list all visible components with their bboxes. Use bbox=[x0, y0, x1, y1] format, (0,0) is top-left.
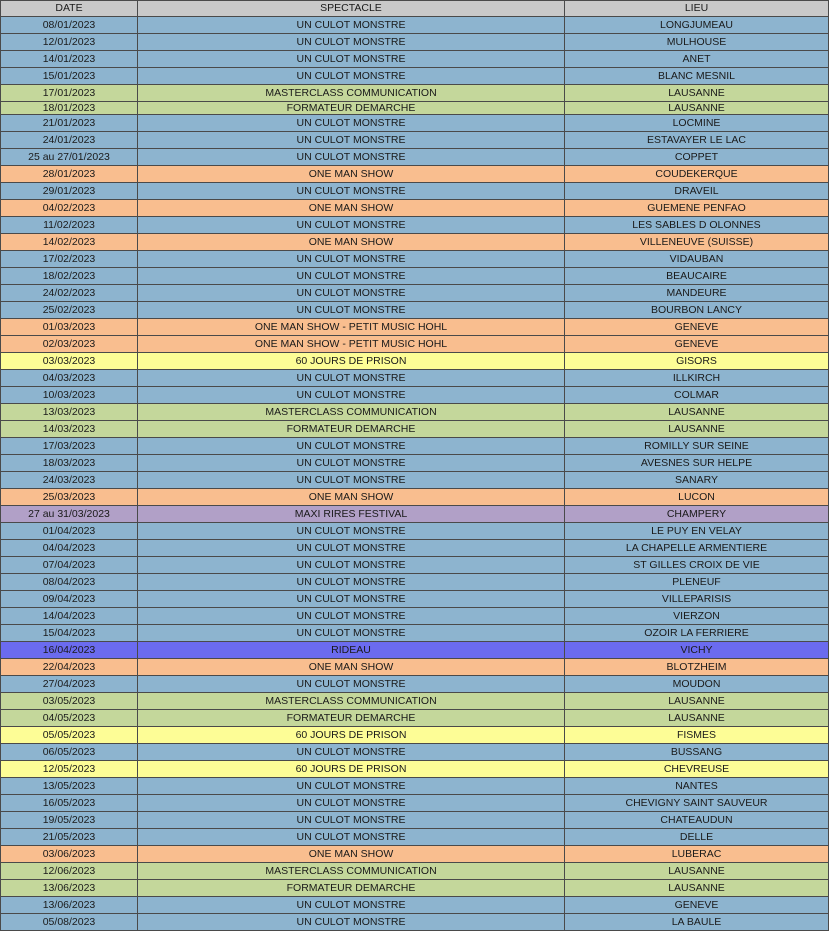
cell-venue: VIERZON bbox=[565, 608, 829, 625]
cell-venue: DRAVEIL bbox=[565, 183, 829, 200]
cell-venue: CHEVREUSE bbox=[565, 761, 829, 778]
cell-date: 18/03/2023 bbox=[1, 455, 138, 472]
cell-show: 60 JOURS DE PRISON bbox=[138, 727, 565, 744]
cell-venue: CHEVIGNY SAINT SAUVEUR bbox=[565, 795, 829, 812]
cell-date: 17/03/2023 bbox=[1, 438, 138, 455]
header-venue: LIEU bbox=[565, 1, 829, 17]
cell-venue: VILLEPARISIS bbox=[565, 591, 829, 608]
cell-show: ONE MAN SHOW bbox=[138, 489, 565, 506]
cell-show: 60 JOURS DE PRISON bbox=[138, 353, 565, 370]
cell-date: 24/02/2023 bbox=[1, 285, 138, 302]
table-header bbox=[1, 1, 829, 17]
cell-venue: DELLE bbox=[565, 829, 829, 846]
cell-show: FORMATEUR DEMARCHE bbox=[138, 880, 565, 897]
cell-date: 06/05/2023 bbox=[1, 744, 138, 761]
cell-date: 05/08/2023 bbox=[1, 914, 138, 931]
cell-show: FORMATEUR DEMARCHE bbox=[138, 102, 565, 115]
table-row bbox=[1, 523, 829, 540]
cell-venue: LAUSANNE bbox=[565, 421, 829, 438]
cell-show: UN CULOT MONSTRE bbox=[138, 557, 565, 574]
cell-show: UN CULOT MONSTRE bbox=[138, 472, 565, 489]
cell-show: UN CULOT MONSTRE bbox=[138, 268, 565, 285]
cell-venue: LE PUY EN VELAY bbox=[565, 523, 829, 540]
cell-date: 04/04/2023 bbox=[1, 540, 138, 557]
cell-date: 08/01/2023 bbox=[1, 17, 138, 34]
table-row bbox=[1, 302, 829, 319]
cell-venue: OZOIR LA FERRIERE bbox=[565, 625, 829, 642]
cell-venue: VICHY bbox=[565, 642, 829, 659]
table-row bbox=[1, 51, 829, 68]
cell-date: 14/02/2023 bbox=[1, 234, 138, 251]
cell-show: UN CULOT MONSTRE bbox=[138, 540, 565, 557]
cell-venue: VILLENEUVE (SUISSE) bbox=[565, 234, 829, 251]
cell-venue: ILLKIRCH bbox=[565, 370, 829, 387]
cell-date: 03/03/2023 bbox=[1, 353, 138, 370]
cell-venue: ROMILLY SUR SEINE bbox=[565, 438, 829, 455]
table-row bbox=[1, 132, 829, 149]
cell-show: UN CULOT MONSTRE bbox=[138, 68, 565, 85]
cell-show: ONE MAN SHOW bbox=[138, 234, 565, 251]
table-row bbox=[1, 625, 829, 642]
cell-venue: GUEMENE PENFAO bbox=[565, 200, 829, 217]
table-row bbox=[1, 591, 829, 608]
cell-date: 04/02/2023 bbox=[1, 200, 138, 217]
cell-show: UN CULOT MONSTRE bbox=[138, 115, 565, 132]
cell-date: 18/02/2023 bbox=[1, 268, 138, 285]
cell-venue: LAUSANNE bbox=[565, 863, 829, 880]
cell-venue: LES SABLES D OLONNES bbox=[565, 217, 829, 234]
cell-show: RIDEAU bbox=[138, 642, 565, 659]
table-row bbox=[1, 659, 829, 676]
table-row bbox=[1, 489, 829, 506]
table-row bbox=[1, 710, 829, 727]
cell-show: ONE MAN SHOW bbox=[138, 166, 565, 183]
table-row bbox=[1, 421, 829, 438]
cell-date: 14/04/2023 bbox=[1, 608, 138, 625]
cell-show: UN CULOT MONSTRE bbox=[138, 829, 565, 846]
table-row bbox=[1, 727, 829, 744]
cell-venue: BOURBON LANCY bbox=[565, 302, 829, 319]
table-row bbox=[1, 829, 829, 846]
cell-date: 21/01/2023 bbox=[1, 115, 138, 132]
cell-show: UN CULOT MONSTRE bbox=[138, 285, 565, 302]
cell-show: ONE MAN SHOW - PETIT MUSIC HOHL bbox=[138, 319, 565, 336]
cell-show: MASTERCLASS COMMUNICATION bbox=[138, 863, 565, 880]
cell-date: 08/04/2023 bbox=[1, 574, 138, 591]
cell-show: UN CULOT MONSTRE bbox=[138, 914, 565, 931]
table-row bbox=[1, 68, 829, 85]
table-row bbox=[1, 642, 829, 659]
cell-venue: BUSSANG bbox=[565, 744, 829, 761]
table-row bbox=[1, 574, 829, 591]
cell-date: 25/02/2023 bbox=[1, 302, 138, 319]
cell-venue: COLMAR bbox=[565, 387, 829, 404]
cell-venue: LA CHAPELLE ARMENTIERE bbox=[565, 540, 829, 557]
cell-date: 24/01/2023 bbox=[1, 132, 138, 149]
cell-venue: BEAUCAIRE bbox=[565, 268, 829, 285]
cell-venue: GENEVE bbox=[565, 897, 829, 914]
cell-date: 17/02/2023 bbox=[1, 251, 138, 268]
table-row bbox=[1, 217, 829, 234]
cell-venue: LAUSANNE bbox=[565, 693, 829, 710]
cell-show: UN CULOT MONSTRE bbox=[138, 438, 565, 455]
cell-venue: ESTAVAYER LE LAC bbox=[565, 132, 829, 149]
cell-show: MASTERCLASS COMMUNICATION bbox=[138, 85, 565, 102]
cell-show: UN CULOT MONSTRE bbox=[138, 51, 565, 68]
cell-venue: LAUSANNE bbox=[565, 102, 829, 115]
cell-show: UN CULOT MONSTRE bbox=[138, 795, 565, 812]
cell-venue: LOCMINE bbox=[565, 115, 829, 132]
table-row bbox=[1, 846, 829, 863]
table-row bbox=[1, 268, 829, 285]
cell-venue: COPPET bbox=[565, 149, 829, 166]
cell-date: 22/04/2023 bbox=[1, 659, 138, 676]
table-row bbox=[1, 880, 829, 897]
cell-date: 13/06/2023 bbox=[1, 880, 138, 897]
table-row bbox=[1, 761, 829, 778]
cell-venue: VIDAUBAN bbox=[565, 251, 829, 268]
cell-show: UN CULOT MONSTRE bbox=[138, 149, 565, 166]
table-body bbox=[1, 17, 829, 931]
cell-venue: LA BAULE bbox=[565, 914, 829, 931]
cell-show: UN CULOT MONSTRE bbox=[138, 302, 565, 319]
cell-date: 19/05/2023 bbox=[1, 812, 138, 829]
table-row bbox=[1, 812, 829, 829]
cell-show: UN CULOT MONSTRE bbox=[138, 34, 565, 51]
cell-date: 02/03/2023 bbox=[1, 336, 138, 353]
cell-date: 24/03/2023 bbox=[1, 472, 138, 489]
cell-date: 03/05/2023 bbox=[1, 693, 138, 710]
cell-venue: GENEVE bbox=[565, 336, 829, 353]
cell-date: 09/04/2023 bbox=[1, 591, 138, 608]
table-row bbox=[1, 234, 829, 251]
table-row bbox=[1, 540, 829, 557]
table-row bbox=[1, 285, 829, 302]
cell-date: 04/03/2023 bbox=[1, 370, 138, 387]
cell-venue: GENEVE bbox=[565, 319, 829, 336]
table-row bbox=[1, 353, 829, 370]
table-row bbox=[1, 183, 829, 200]
table-row bbox=[1, 200, 829, 217]
cell-date: 14/03/2023 bbox=[1, 421, 138, 438]
cell-date: 29/01/2023 bbox=[1, 183, 138, 200]
cell-date: 13/06/2023 bbox=[1, 897, 138, 914]
cell-show: FORMATEUR DEMARCHE bbox=[138, 421, 565, 438]
cell-date: 01/04/2023 bbox=[1, 523, 138, 540]
table-row bbox=[1, 115, 829, 132]
cell-show: UN CULOT MONSTRE bbox=[138, 217, 565, 234]
table-row bbox=[1, 455, 829, 472]
cell-show: ONE MAN SHOW bbox=[138, 659, 565, 676]
cell-date: 28/01/2023 bbox=[1, 166, 138, 183]
cell-show: MASTERCLASS COMMUNICATION bbox=[138, 404, 565, 421]
cell-date: 15/04/2023 bbox=[1, 625, 138, 642]
table-row bbox=[1, 795, 829, 812]
cell-date: 27/04/2023 bbox=[1, 676, 138, 693]
cell-show: UN CULOT MONSTRE bbox=[138, 591, 565, 608]
cell-show: UN CULOT MONSTRE bbox=[138, 387, 565, 404]
cell-show: MASTERCLASS COMMUNICATION bbox=[138, 693, 565, 710]
cell-date: 17/01/2023 bbox=[1, 85, 138, 102]
cell-venue: ANET bbox=[565, 51, 829, 68]
table-row bbox=[1, 336, 829, 353]
cell-date: 03/06/2023 bbox=[1, 846, 138, 863]
cell-venue: LAUSANNE bbox=[565, 880, 829, 897]
table-row bbox=[1, 404, 829, 421]
cell-show: FORMATEUR DEMARCHE bbox=[138, 710, 565, 727]
cell-date: 12/05/2023 bbox=[1, 761, 138, 778]
cell-date: 13/05/2023 bbox=[1, 778, 138, 795]
cell-show: UN CULOT MONSTRE bbox=[138, 625, 565, 642]
cell-venue: MOUDON bbox=[565, 676, 829, 693]
cell-date: 12/06/2023 bbox=[1, 863, 138, 880]
cell-venue: BLANC MESNIL bbox=[565, 68, 829, 85]
cell-show: UN CULOT MONSTRE bbox=[138, 370, 565, 387]
table-row bbox=[1, 370, 829, 387]
cell-show: UN CULOT MONSTRE bbox=[138, 455, 565, 472]
table-row bbox=[1, 863, 829, 880]
table-row bbox=[1, 676, 829, 693]
table-row bbox=[1, 85, 829, 102]
cell-date: 21/05/2023 bbox=[1, 829, 138, 846]
table-row bbox=[1, 778, 829, 795]
cell-show: UN CULOT MONSTRE bbox=[138, 676, 565, 693]
table-row bbox=[1, 438, 829, 455]
table-row bbox=[1, 102, 829, 115]
table-row bbox=[1, 914, 829, 931]
cell-date: 14/01/2023 bbox=[1, 51, 138, 68]
cell-date: 01/03/2023 bbox=[1, 319, 138, 336]
table-row bbox=[1, 897, 829, 914]
cell-venue: LUBERAC bbox=[565, 846, 829, 863]
cell-venue: COUDEKERQUE bbox=[565, 166, 829, 183]
cell-venue: SANARY bbox=[565, 472, 829, 489]
cell-show: UN CULOT MONSTRE bbox=[138, 897, 565, 914]
cell-venue: CHAMPERY bbox=[565, 506, 829, 523]
table-row bbox=[1, 608, 829, 625]
table-row bbox=[1, 251, 829, 268]
cell-date: 25 au 27/01/2023 bbox=[1, 149, 138, 166]
cell-date: 07/04/2023 bbox=[1, 557, 138, 574]
table-row bbox=[1, 693, 829, 710]
cell-date: 11/02/2023 bbox=[1, 217, 138, 234]
cell-date: 13/03/2023 bbox=[1, 404, 138, 421]
cell-venue: CHATEAUDUN bbox=[565, 812, 829, 829]
cell-date: 15/01/2023 bbox=[1, 68, 138, 85]
cell-date: 10/03/2023 bbox=[1, 387, 138, 404]
cell-date: 12/01/2023 bbox=[1, 34, 138, 51]
cell-venue: BLOTZHEIM bbox=[565, 659, 829, 676]
cell-show: UN CULOT MONSTRE bbox=[138, 574, 565, 591]
cell-venue: LONGJUMEAU bbox=[565, 17, 829, 34]
cell-show: ONE MAN SHOW - PETIT MUSIC HOHL bbox=[138, 336, 565, 353]
cell-venue: LAUSANNE bbox=[565, 85, 829, 102]
cell-date: 18/01/2023 bbox=[1, 102, 138, 115]
cell-date: 16/04/2023 bbox=[1, 642, 138, 659]
table-row bbox=[1, 557, 829, 574]
cell-venue: AVESNES SUR HELPE bbox=[565, 455, 829, 472]
cell-date: 27 au 31/03/2023 bbox=[1, 506, 138, 523]
table-row bbox=[1, 319, 829, 336]
header-row bbox=[1, 1, 829, 17]
cell-show: UN CULOT MONSTRE bbox=[138, 17, 565, 34]
cell-show: UN CULOT MONSTRE bbox=[138, 744, 565, 761]
cell-show: 60 JOURS DE PRISON bbox=[138, 761, 565, 778]
header-date: DATE bbox=[1, 1, 138, 17]
cell-show: UN CULOT MONSTRE bbox=[138, 183, 565, 200]
table-row bbox=[1, 744, 829, 761]
table-row bbox=[1, 34, 829, 51]
table-row bbox=[1, 472, 829, 489]
cell-show: MAXI RIRES FESTIVAL bbox=[138, 506, 565, 523]
table-row bbox=[1, 387, 829, 404]
cell-date: 05/05/2023 bbox=[1, 727, 138, 744]
cell-venue: LAUSANNE bbox=[565, 710, 829, 727]
table-row bbox=[1, 506, 829, 523]
cell-show: ONE MAN SHOW bbox=[138, 846, 565, 863]
cell-show: UN CULOT MONSTRE bbox=[138, 132, 565, 149]
cell-venue: NANTES bbox=[565, 778, 829, 795]
cell-venue: LUCON bbox=[565, 489, 829, 506]
cell-venue: ST GILLES CROIX DE VIE bbox=[565, 557, 829, 574]
cell-show: ONE MAN SHOW bbox=[138, 200, 565, 217]
cell-venue: FISMES bbox=[565, 727, 829, 744]
cell-show: UN CULOT MONSTRE bbox=[138, 251, 565, 268]
cell-date: 16/05/2023 bbox=[1, 795, 138, 812]
table-row bbox=[1, 149, 829, 166]
table-row bbox=[1, 17, 829, 34]
header-show: SPECTACLE bbox=[138, 1, 565, 17]
cell-show: UN CULOT MONSTRE bbox=[138, 778, 565, 795]
cell-show: UN CULOT MONSTRE bbox=[138, 812, 565, 829]
cell-venue: MULHOUSE bbox=[565, 34, 829, 51]
cell-venue: MANDEURE bbox=[565, 285, 829, 302]
cell-show: UN CULOT MONSTRE bbox=[138, 523, 565, 540]
cell-date: 25/03/2023 bbox=[1, 489, 138, 506]
cell-venue: LAUSANNE bbox=[565, 404, 829, 421]
cell-venue: GISORS bbox=[565, 353, 829, 370]
table-row bbox=[1, 166, 829, 183]
cell-date: 04/05/2023 bbox=[1, 710, 138, 727]
cell-venue: PLENEUF bbox=[565, 574, 829, 591]
cell-show: UN CULOT MONSTRE bbox=[138, 608, 565, 625]
